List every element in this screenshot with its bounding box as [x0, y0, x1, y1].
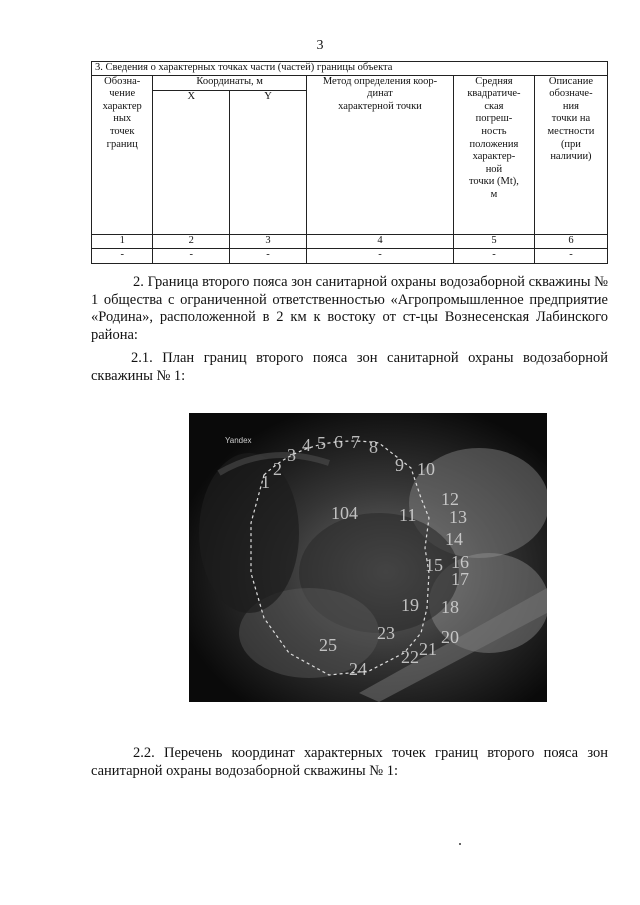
map-point-label: 6	[334, 432, 343, 452]
map-point-label: 19	[401, 595, 419, 615]
map-point-label: 1	[261, 472, 270, 492]
map-point-label: 24	[349, 659, 367, 679]
map-point-label: 8	[369, 437, 378, 457]
map-point-label: 3	[287, 445, 296, 465]
page-number: 3	[316, 38, 324, 53]
table-cell: -	[230, 248, 307, 263]
header-point-designation: Обозна- чение характер ных точек границ	[92, 75, 153, 234]
map-point-label: 23	[377, 623, 395, 643]
header-method: Метод определения коор- динат характерной точки	[306, 75, 453, 234]
map-point-label: 10	[417, 459, 435, 479]
table-row	[92, 248, 608, 263]
table-cell: -	[454, 248, 535, 263]
map-point-label: 4	[302, 435, 311, 455]
map-point-label: 9	[395, 455, 404, 475]
table-cell: -	[92, 248, 153, 263]
map-point-label: 16	[451, 552, 469, 572]
header-x: X	[153, 90, 230, 234]
map-point-label: 20	[441, 627, 459, 647]
column-number: 3	[230, 234, 307, 248]
map-point-label: 17	[451, 569, 469, 589]
header-y: Y	[230, 90, 307, 234]
map-point-label: 12	[441, 489, 459, 509]
map-point-label: 25	[319, 635, 337, 655]
aerial-map-image	[189, 413, 547, 702]
column-number: 1	[92, 234, 153, 248]
map-point-label: 7	[351, 432, 360, 452]
paragraph-2: 2. Граница второго пояса зон санитарной охраны водозаборной скважины № 1 общества с ограниченной ответственностью «Агропромышленное предприятие «Родина», расположенной в 2 км к востоку от ст-цы Вознесенская Лабинского района:	[91, 274, 608, 343]
map-point-label: 11	[399, 505, 417, 525]
table-column-numbers-row	[92, 234, 608, 248]
header-coordinates: Координаты, м	[153, 75, 307, 90]
column-number: 5	[454, 234, 535, 248]
table-header-row	[92, 75, 608, 90]
table-cell: -	[306, 248, 453, 263]
map-point-label: 104	[331, 503, 358, 523]
header-accuracy: Средняя квадратиче- ская погреш- ность положения характер- ной точки (Mt), м	[454, 75, 535, 234]
paragraph-2-2: 2.2. Перечень координат характерных точек границ второго пояса зон санитарной охраны водозаборной скважины № 1:	[91, 745, 608, 779]
column-number: 4	[306, 234, 453, 248]
map-point-label: 14	[445, 529, 463, 549]
column-number: 6	[534, 234, 607, 248]
boundary-plan-map	[189, 413, 547, 702]
table-caption-row	[92, 62, 608, 76]
table-cell: -	[153, 248, 230, 263]
table-cell: -	[534, 248, 607, 263]
map-point-label: 18	[441, 597, 459, 617]
map-point-label: 22	[401, 647, 419, 667]
characteristic-points-table	[91, 61, 608, 264]
scan-speck	[459, 843, 461, 845]
map-watermark: Yandex	[225, 436, 252, 445]
header-description: Описание обозначе- ния точки на местности (при наличии)	[534, 75, 607, 234]
map-point-label: 21	[419, 639, 437, 659]
table-caption: 3. Сведения о характерных точках части (частей) границы объекта	[92, 62, 608, 76]
map-point-label: 13	[449, 507, 467, 527]
paragraph-2-1: 2.1. План границ второго пояса зон санитарной охраны водозаборной скважины № 1:	[91, 350, 608, 384]
map-point-label: 2	[273, 459, 282, 479]
column-number: 2	[153, 234, 230, 248]
map-point-label: 5	[317, 433, 326, 453]
map-point-label: 15	[425, 555, 443, 575]
